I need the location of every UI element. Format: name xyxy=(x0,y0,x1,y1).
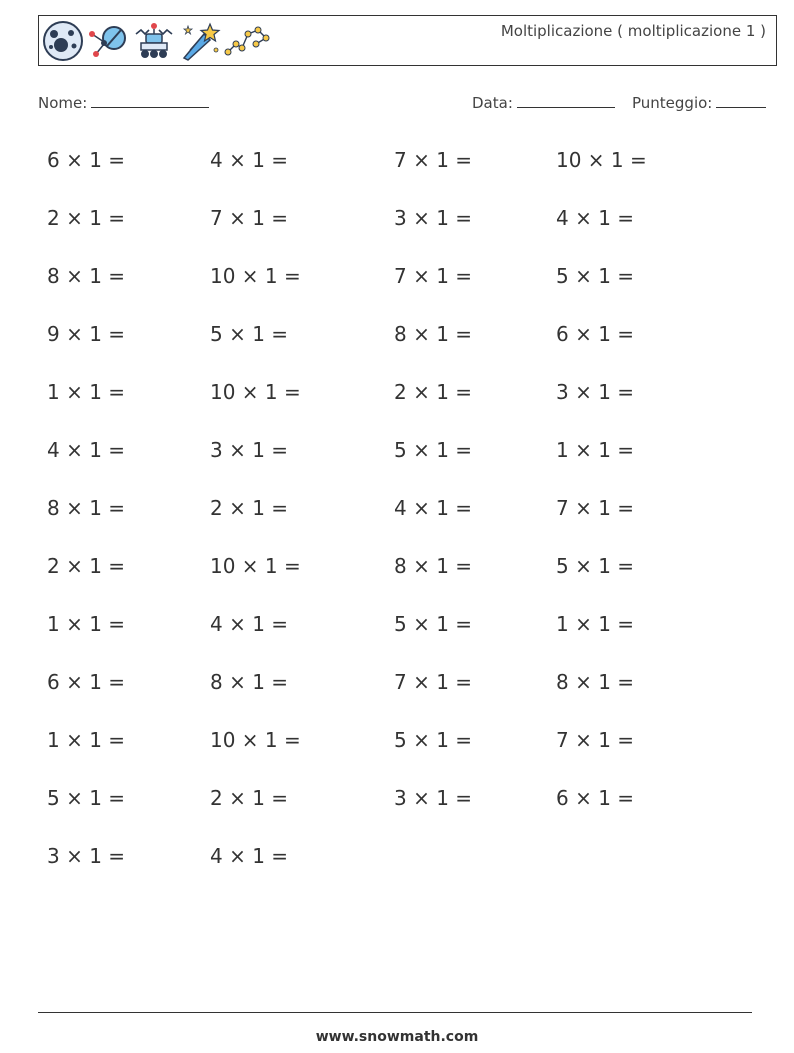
problem-r2-c4: 4 × 1 = xyxy=(556,206,635,230)
problem-r6-c1: 4 × 1 = xyxy=(47,438,126,462)
problem-r6-c4: 1 × 1 = xyxy=(556,438,635,462)
problem-r5-c4: 3 × 1 = xyxy=(556,380,635,404)
score-line[interactable] xyxy=(716,93,766,108)
problem-r8-c1: 2 × 1 = xyxy=(47,554,126,578)
date-label: Data: xyxy=(472,94,513,112)
problem-r7-c4: 7 × 1 = xyxy=(556,496,635,520)
date-field xyxy=(472,93,615,112)
icon-strip xyxy=(42,19,270,63)
problem-r10-c2: 8 × 1 = xyxy=(210,670,289,694)
problem-r8-c4: 5 × 1 = xyxy=(556,554,635,578)
problem-r6-c3: 5 × 1 = xyxy=(394,438,473,462)
footer-divider xyxy=(38,1012,752,1013)
name-label: Nome: xyxy=(38,94,88,112)
problem-r8-c3: 8 × 1 = xyxy=(394,554,473,578)
problem-r9-c3: 5 × 1 = xyxy=(394,612,473,636)
problem-r2-c1: 2 × 1 = xyxy=(47,206,126,230)
problem-r13-c1: 3 × 1 = xyxy=(47,844,126,868)
problem-r3-c3: 7 × 1 = xyxy=(394,264,473,288)
problem-r12-c1: 5 × 1 = xyxy=(47,786,126,810)
problem-r11-c1: 1 × 1 = xyxy=(47,728,126,752)
header-box xyxy=(38,15,777,66)
name-field xyxy=(38,93,209,112)
date-line[interactable] xyxy=(517,93,615,108)
problem-r13-c2: 4 × 1 = xyxy=(210,844,289,868)
score-field xyxy=(632,93,766,112)
problem-r5-c2: 10 × 1 = xyxy=(210,380,301,404)
problem-r5-c1: 1 × 1 = xyxy=(47,380,126,404)
problem-r12-c4: 6 × 1 = xyxy=(556,786,635,810)
problem-r5-c3: 2 × 1 = xyxy=(394,380,473,404)
score-label: Punteggio: xyxy=(632,94,713,112)
problem-r4-c3: 8 × 1 = xyxy=(394,322,473,346)
problem-r10-c3: 7 × 1 = xyxy=(394,670,473,694)
problem-r8-c2: 10 × 1 = xyxy=(210,554,301,578)
footer-url: www.snowmath.com xyxy=(315,1029,479,1045)
problem-r4-c2: 5 × 1 = xyxy=(210,322,289,346)
problem-r10-c4: 8 × 1 = xyxy=(556,670,635,694)
problem-r3-c4: 5 × 1 = xyxy=(556,264,635,288)
problem-r12-c3: 3 × 1 = xyxy=(394,786,473,810)
problem-r11-c3: 5 × 1 = xyxy=(394,728,473,752)
shooting-star-icon xyxy=(178,20,222,62)
rover-icon xyxy=(132,20,176,62)
problem-r7-c2: 2 × 1 = xyxy=(210,496,289,520)
problem-r1-c1: 6 × 1 = xyxy=(47,148,126,172)
problem-r9-c1: 1 × 1 = xyxy=(47,612,126,636)
satellite-icon xyxy=(86,20,130,62)
problem-r7-c3: 4 × 1 = xyxy=(394,496,473,520)
name-line[interactable] xyxy=(91,93,209,108)
problem-r9-c4: 1 × 1 = xyxy=(556,612,635,636)
problem-r12-c2: 2 × 1 = xyxy=(210,786,289,810)
problem-r6-c2: 3 × 1 = xyxy=(210,438,289,462)
problem-r1-c4: 10 × 1 = xyxy=(556,148,647,172)
problem-r11-c2: 10 × 1 = xyxy=(210,728,301,752)
problem-r9-c2: 4 × 1 = xyxy=(210,612,289,636)
problem-r4-c4: 6 × 1 = xyxy=(556,322,635,346)
problem-r7-c1: 8 × 1 = xyxy=(47,496,126,520)
problem-r2-c2: 7 × 1 = xyxy=(210,206,289,230)
problem-r11-c4: 7 × 1 = xyxy=(556,728,635,752)
worksheet-title: Moltiplicazione ( moltiplicazione 1 ) xyxy=(500,22,766,40)
planet-icon xyxy=(42,20,84,62)
problem-r2-c3: 3 × 1 = xyxy=(394,206,473,230)
problem-r4-c1: 9 × 1 = xyxy=(47,322,126,346)
problem-r3-c1: 8 × 1 = xyxy=(47,264,126,288)
problem-r3-c2: 10 × 1 = xyxy=(210,264,301,288)
problem-r10-c1: 6 × 1 = xyxy=(47,670,126,694)
problem-r1-c2: 4 × 1 = xyxy=(210,148,289,172)
constellation-icon xyxy=(224,20,270,62)
problem-r1-c3: 7 × 1 = xyxy=(394,148,473,172)
